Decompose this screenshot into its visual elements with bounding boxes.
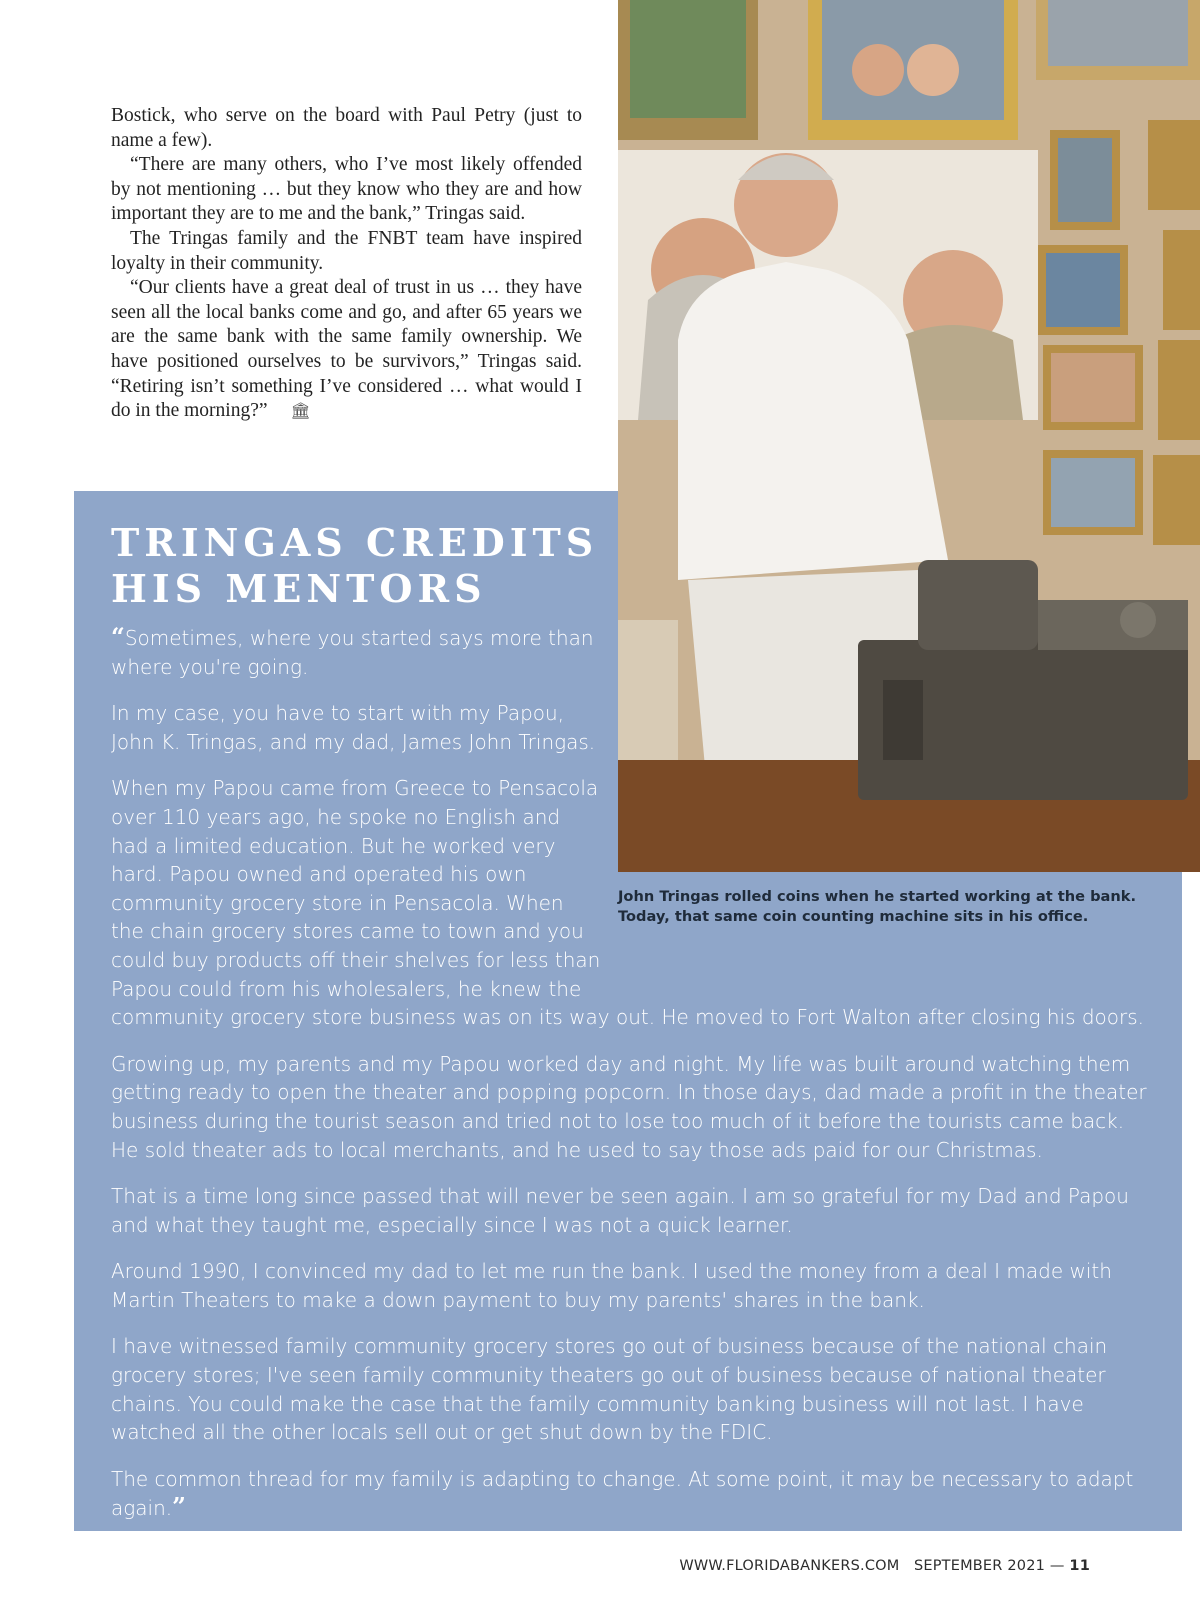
sidebar-quote xyxy=(111,623,1151,1541)
footer-site-link[interactable]: WWW.FLORIDABANKERS.COM xyxy=(679,1558,900,1574)
article-paragraph: Bostick, who serve on the board with Paul Petry (just to name a few). xyxy=(111,105,582,151)
sidebar-paragraph-text: Sometimes, where you started says more than where you're going. xyxy=(111,626,594,679)
page-number: 11 xyxy=(1069,1558,1090,1574)
sidebar-paragraph: In my case, you have to start with my Papou, John K. Tringas, and my dad, James John Tringas. xyxy=(111,701,596,754)
photo-wrap-spacer xyxy=(601,623,1151,985)
sidebar-paragraph: I have witnessed family community grocery stores go out of business because of the national chain grocery stores; I've seen family community theaters go out of business because of national theater chains. You could make the case that the family community banking business will not last. I have watched all the other locals sell out or get shut down by the FDIC. xyxy=(111,1334,1108,1445)
sidebar-title xyxy=(111,520,611,612)
close-quote-mark: ” xyxy=(172,1492,186,1522)
page-footer xyxy=(679,1558,1090,1574)
bank-end-mark-icon: 🏛 xyxy=(290,403,311,421)
article-body xyxy=(111,104,582,425)
sidebar-title-line: HIS MENTORS xyxy=(111,566,487,611)
sidebar-paragraph: Growing up, my parents and my Papou worked day and night. My life was built around watching them getting ready to open the theater and popping popcorn. In those days, dad made a profit in the theater business during the tourist season and tried not to lose too much of it before the tourists came back. He sold theater ads to local merchants, and he used to say those ads paid for our Christmas. xyxy=(111,1051,1147,1162)
sidebar-paragraph: That is a time long since passed that will never be seen again. I am so grateful for my Dad and Papou and what they taught me, especially since I was not a quick learner. xyxy=(111,1184,1129,1237)
open-quote-mark: “ xyxy=(111,622,125,651)
sidebar-paragraph xyxy=(111,1465,1151,1523)
article-paragraph: The Tringas family and the FNBT team have inspired loyalty in their community. xyxy=(111,227,582,274)
article-paragraph-text: “Our clients have a great deal of trust in us … they have seen all the local banks come and go, and after 65 years we are the same bank with the same family ownership. We have positioned ourselves to be survivors,” Tringas said. “Retiring isn’t something I’ve considered … what would I do in the morning?” xyxy=(111,277,582,422)
sidebar-title-line: TRINGAS CREDITS xyxy=(111,520,599,565)
caption-line: Today, that same coin counting machine sits in his office. xyxy=(618,908,1089,925)
sidebar-paragraph: Around 1990, I convinced my dad to let me run the bank. I used the money from a deal I made with Martin Theaters to make a down payment to buy my parents' shares in the bank. xyxy=(111,1259,1112,1312)
sidebar-paragraph-text: The common thread for my family is adapting to change. At some point, it may be necessary to adapt again. xyxy=(111,1466,1134,1521)
article-paragraph xyxy=(111,276,582,425)
article-paragraph: “There are many others, who I’ve most likely offended by not mentioning … but they know who they are and how important they are to me and the bank,” Tringas said. xyxy=(111,154,582,225)
caption-line: John Tringas rolled coins when he started working at the bank. xyxy=(618,888,1137,905)
sidebar-paragraph: When my Papou came from Greece to Pensacola over 110 years ago, he spoke no English and had a limited education. But he worked very hard. Papou owned and operated his own community grocery store in Pensacola. When the chain grocery stores came to town and you could buy products off their shelves for less than Papou could from his wholesalers, he knew the community grocery store business was on its way out. He moved to Fort Walton after closing his doors. xyxy=(111,776,1145,1030)
footer-issue: SEPTEMBER 2021 — xyxy=(913,1558,1065,1574)
